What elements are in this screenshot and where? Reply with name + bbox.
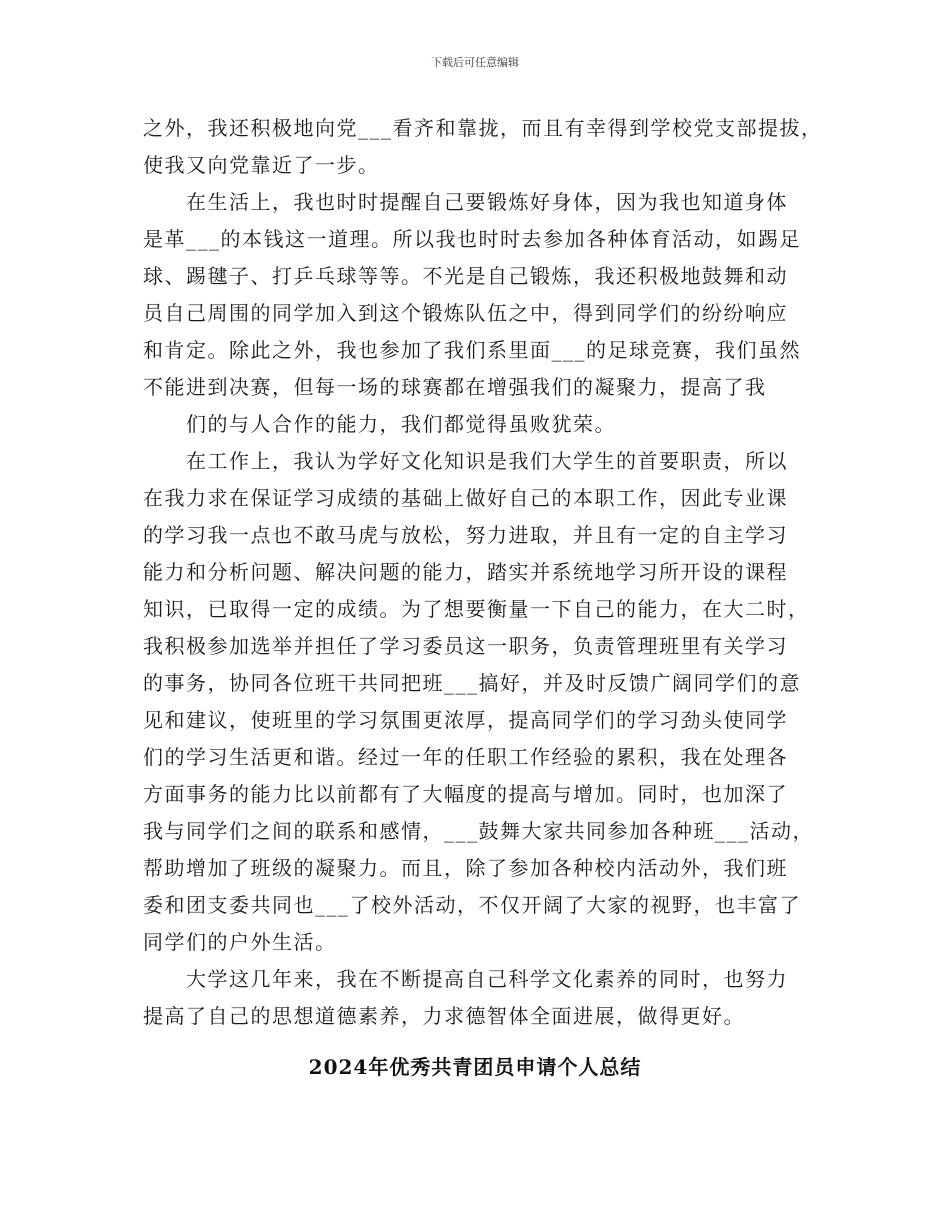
text-line: 的学习我一点也不敢马虎与放松，努力进取，并且有一定的自主学习 — [143, 523, 788, 547]
text-line: 们的学习生活更和谐。经过一年的任职工作经验的累积，我在处理各 — [143, 745, 788, 769]
text-line: 委和团支委共同也___了校外活动，不仅开阔了大家的视野，也丰富了 — [143, 893, 801, 917]
text-line: 方面事务的能力比以前都有了大幅度的提高与增加。同时，也加深了 — [143, 782, 788, 806]
document-title: 2024年优秀共青团员申请个人总结 — [308, 1055, 642, 1079]
text-line: 大学这几年来，我在不断提高自己科学文化素养的同时，也努力 — [186, 967, 788, 991]
text-line: 我积极参加选举并担任了学习委员这一职务，负责管理班里有关学习 — [143, 634, 788, 658]
document-body — [143, 110, 823, 1035]
text-line: 球、踢毽子、打乒乓球等等。不光是自己锻炼，我还积极地鼓舞和动 — [143, 264, 788, 288]
text-line: 我与同学们之间的联系和感情，___鼓舞大家共同参加各种班___活动， — [143, 819, 814, 843]
text-line: 知识，已取得一定的成绩。为了想要衡量一下自己的能力，在大二时， — [143, 597, 810, 621]
text-line: 的事务，协同各位班干共同把班___搞好，并及时反馈广阔同学们的意 — [143, 671, 801, 695]
text-line: 在工作上，我认为学好文化知识是我们大学生的首要职责，所以 — [186, 449, 788, 473]
text-line: 和肯定。除此之外，我也参加了我们系里面___的足球竞赛，我们虽然 — [143, 338, 801, 362]
page-header: 下载后可任意编辑 — [431, 56, 519, 69]
text-line: 们的与人合作的能力，我们都觉得虽败犹荣。 — [186, 412, 616, 436]
text-line: 之外，我还积极地向党___看齐和靠拢，而且有幸得到学校党支部提拔， — [143, 116, 823, 140]
text-line: 见和建议，使班里的学习氛围更浓厚，提高同学们的学习劲头使同学 — [143, 708, 788, 732]
text-line: 在我力求在保证学习成绩的基础上做好自己的本职工作，因此专业课 — [143, 486, 788, 510]
text-line: 在生活上，我也时时提醒自己要锻炼好身体，因为我也知道身体 — [186, 190, 788, 214]
text-line: 不能进到决赛，但每一场的球赛都在增强我们的凝聚力，提高了我 — [143, 375, 767, 399]
text-line: 使我又向党靠近了一步。 — [143, 153, 380, 177]
text-line: 帮助增加了班级的凝聚力。而且，除了参加各种校内活动外，我们班 — [143, 856, 788, 880]
text-line: 是革___的本钱这一道理。所以我也时时去参加各种体育活动，如踢足 — [143, 227, 801, 251]
text-line: 提高了自己的思想道德素养，力求德智体全面进展，做得更好。 — [143, 1004, 745, 1028]
text-line: 能力和分析问题、解决问题的能力，踏实并系统地学习所开设的课程 — [143, 560, 788, 584]
text-line: 同学们的户外生活。 — [143, 930, 337, 954]
text-line: 员自己周围的同学加入到这个锻炼队伍之中，得到同学们的纷纷响应 — [143, 301, 788, 325]
